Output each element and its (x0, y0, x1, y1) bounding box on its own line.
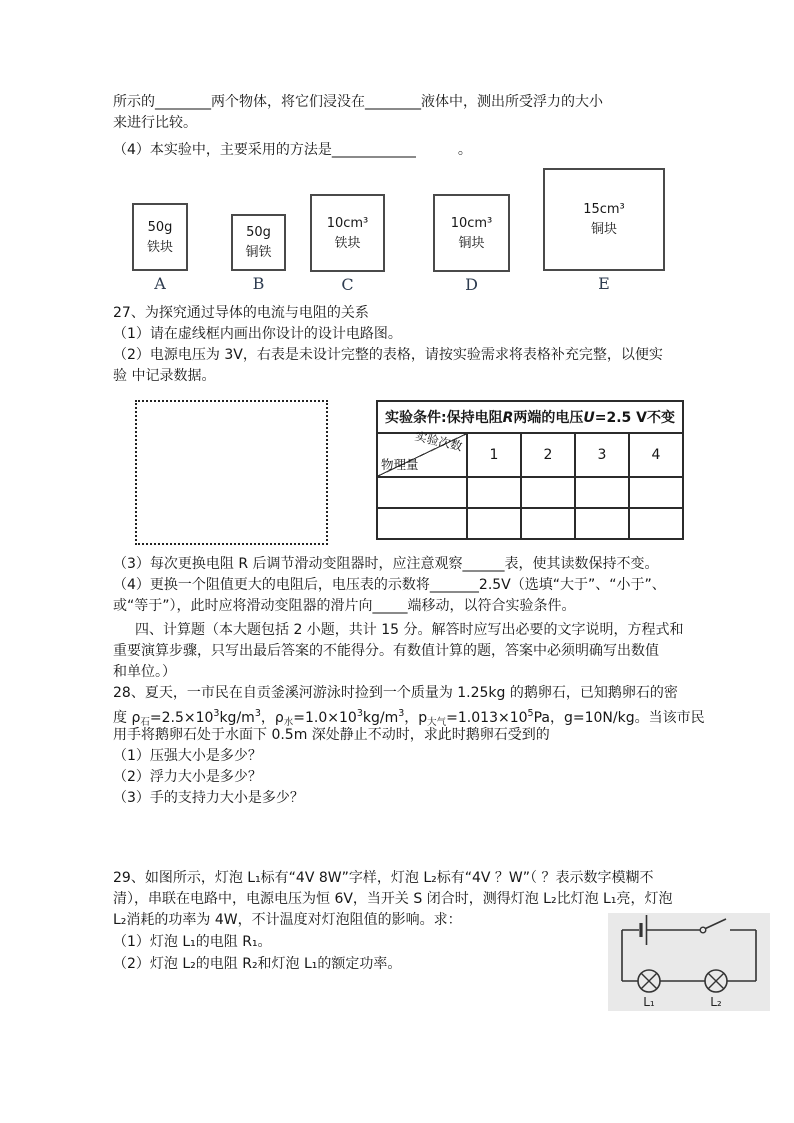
object-box-e-frame (543, 168, 665, 271)
corner-label-quantity: 物理量 (381, 457, 419, 472)
table-empty-cell (377, 477, 467, 508)
trial-column-4: 4 (629, 433, 683, 477)
object-box-b-material: 铜铁 (245, 245, 272, 260)
lamp-l2-label: L₂ (710, 995, 722, 1009)
q27-line-4: 验 中记录数据。 (113, 368, 216, 384)
q27-line-2: （1）请在虚线框内画出你设计的设计电路图。 (113, 326, 402, 342)
object-box-a-label: A (154, 274, 166, 293)
q28-sub1: （1）压强大小是多少？ (113, 748, 262, 764)
object-box-a (132, 203, 188, 293)
q29-sub2: （2）灯泡 L₂的电阻 R₂和灯泡 L₁的额定功率。 (113, 956, 402, 972)
object-box-d (433, 194, 510, 294)
object-box-d-frame (433, 194, 510, 272)
object-box-c-frame (310, 194, 385, 272)
experiment-condition: 实验条件:保持电阻R两端的电压U=2.5 V不变 (377, 401, 683, 433)
q27-line-1: 27、为探究通过导体的电流与电阻的关系 (113, 305, 369, 321)
q28-line-1: 28、夏天，一市民在自贡釜溪河游泳时捡到一个质量为 1.25kg 的鹅卵石，已知鹅卵石的密 (113, 685, 678, 701)
intro-line-2: 来进行比较。 (113, 115, 197, 131)
table-empty-cell (629, 477, 683, 508)
table-empty-cell (377, 508, 467, 539)
lamp-l1-label: L₁ (643, 995, 655, 1009)
object-box-d-size: 10cm³ (450, 215, 493, 231)
table-empty-cell (629, 508, 683, 539)
q29-sub1: （1）灯泡 L₁的电阻 R₁。 (113, 934, 272, 950)
object-box-a-size: 50g (147, 219, 173, 235)
object-box-a-frame (132, 203, 188, 271)
trial-column-2: 2 (521, 433, 575, 477)
table-empty-cell (575, 477, 629, 508)
q29-line-1: 29、如图所示，灯泡 L₁标有“4V 8W”字样，灯泡 L₂标有“4V ？W”（ ？表示数字模糊不 (113, 870, 654, 886)
q29-line-2: 清），串联在电路中，电源电压为恒 6V，当开关 S 闭合时，测得灯泡 L₂比灯泡 L₁亮，灯泡 (113, 891, 673, 907)
q27-line-3: （2）电源电压为 3V，右表是未设计完整的表格，请按实验需求将表格补充完整，以便实 (113, 347, 663, 363)
object-box-b-size: 50g (246, 225, 271, 240)
trial-column-3: 3 (575, 433, 629, 477)
table-empty-cell (467, 477, 521, 508)
q28-sub2: （2）浮力大小是多少？ (113, 769, 262, 785)
experiment-table (376, 400, 684, 540)
object-box-c-material: 铁块 (334, 235, 361, 251)
object-box-d-material: 铜块 (458, 235, 485, 251)
q29-line-3: L₂消耗的功率为 4W，不计温度对灯泡阻值的影响。求： (113, 912, 462, 928)
table-empty-cell (521, 477, 575, 508)
diagram-background (608, 913, 770, 1011)
q28-line-3: 用手将鹅卵石处于水面下 0.5m 深处静止不动时，求此时鹅卵石受到的 (113, 727, 550, 743)
intro-line-1: 所示的________两个物体，将它们浸没在________液体中，测出所受浮力的大小 (113, 94, 603, 110)
object-box-b-frame (231, 214, 286, 271)
table-empty-cell (521, 508, 575, 539)
trial-column-1: 1 (467, 433, 521, 477)
object-box-c (310, 194, 385, 294)
q28-sub3: （3）手的支持力大小是多少？ (113, 790, 304, 806)
q27-sub4-line-2: 或“等于”），此时应将滑动变阻器的滑片向_____端移动，以符合实验条件。 (113, 598, 576, 614)
object-box-e (543, 168, 665, 293)
section4-line-3: 和单位。） (113, 664, 176, 680)
section4-line-1: 四、计算题（本大题包括 2 小题，共计 15 分。解答时应写出必要的文字说明，方程式和 (135, 622, 684, 638)
object-box-c-size: 10cm³ (326, 215, 369, 231)
object-box-b-label: B (252, 274, 265, 293)
q27-sub4-line-1: （4）更换一个阻值更大的电阻后，电压表的示数将_______2.5V（选填“大于”、“小于”、 (113, 577, 666, 593)
corner-label-trials: 实验次数 (413, 429, 464, 454)
lamp-icon-l1 (638, 970, 660, 992)
object-box-a-material: 铁块 (146, 239, 173, 255)
object-box-e-material: 铜块 (590, 222, 617, 237)
table-empty-cell (575, 508, 629, 539)
circuit-diagram (608, 913, 770, 1011)
circuit-drawing-area (135, 400, 328, 545)
lamp-icon-l2 (705, 970, 727, 992)
object-box-c-label: C (341, 275, 354, 294)
q28-line-2: 度 $\rho_石=2.5\times 10^3kg/m^3$，$\rho_水=1.0\times 10^3kg/m^3$，$p_{大气}=1.013\times 10^5Pa$，g=10N/kg。当该市民 (113, 708, 705, 728)
object-box-e-label: E (598, 274, 610, 293)
q27-sub3: （3）每次更换电阻 R 后调节滑动变阻器时，应注意观察______表，使其读数保持不变。 (113, 556, 659, 572)
object-box-d-label: D (465, 275, 478, 294)
table-empty-cell (467, 508, 521, 539)
section4-line-2: 重要演算步骤，只写出最后答案的不能得分。有数值计算的题，答案中必须明确写出数值 (113, 643, 659, 659)
object-box-b (231, 214, 286, 293)
question-4-line: （4）本实验中，主要采用的方法是____________ 。 (113, 142, 472, 158)
table-corner-cell (377, 429, 467, 477)
object-box-e-size: 15cm³ (583, 202, 625, 217)
